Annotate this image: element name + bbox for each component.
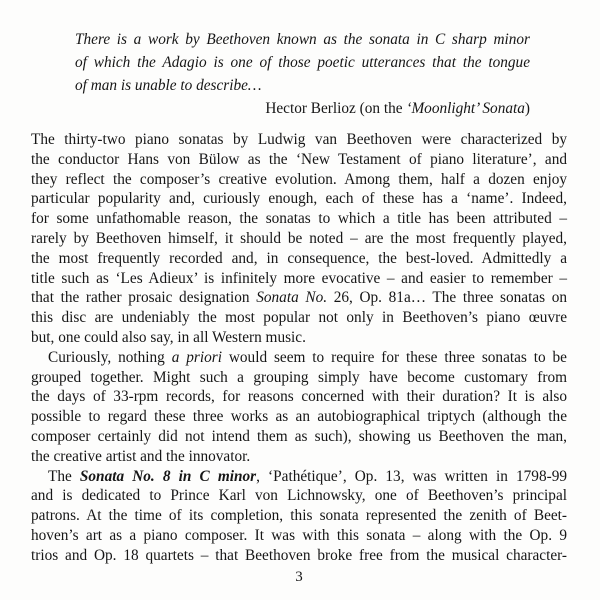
- text-line: [75, 74, 530, 97]
- text-segment: 26, Op. 81a… The three sonatas on: [327, 289, 568, 307]
- text-line: [31, 209, 567, 229]
- text-line: [31, 348, 567, 368]
- text-segment: Sonata No. 8 in C minor: [79, 467, 257, 485]
- quote-attribution: [75, 97, 530, 120]
- text-line: [31, 308, 567, 328]
- text-line: [31, 229, 567, 249]
- text-line: [31, 387, 567, 407]
- text-line: [31, 526, 567, 546]
- text-segment: There is a work by Beethoven known as the sonata in C sharp minor: [75, 31, 530, 48]
- text-segment: the creative artist and the innovator.: [31, 447, 251, 465]
- text-segment: of which the Adagio is one of those poetic utterances that the tongue: [75, 54, 530, 71]
- text-segment: of man is unable to describe…: [75, 77, 262, 94]
- text-segment: they reflect the composer’s creative evolution. Among them, half a dozen enjoy: [31, 170, 567, 188]
- text-segment: the most frequently recorded and, in consequence, the best-loved. Admittedly a: [31, 249, 567, 267]
- text-line: [31, 189, 567, 209]
- text-segment: hoven’s art as a piano composer. It was with this sonata – along with the Op. 9: [31, 526, 567, 544]
- text-line: [31, 328, 567, 348]
- text-segment: patrons. At the time of its completion, this sonata represented the zenith of Beet-: [31, 507, 567, 525]
- text-segment: this disc are undeniably the most popular not only in Beethoven’s piano œuvre: [31, 309, 567, 327]
- text-line: [31, 467, 567, 487]
- text-segment: title such as ‘Les Adieux’ is infinitely more evocative – and easier to remember –: [31, 269, 567, 287]
- text-segment: but, one could also say, in all Western music.: [31, 328, 306, 346]
- text-segment: rarely by Beethoven himself, it should be noted – are the most frequently played,: [31, 229, 567, 247]
- text-segment: composer certainly did not intend them as such), showing us Beethoven the man,: [31, 427, 567, 445]
- text-segment: for some unfathomable reason, the sonatas to which a title has been attributed –: [31, 210, 567, 228]
- epigraph-quote: [75, 28, 530, 97]
- text-segment: trios and Op. 18 quartets – that Beethoven broke free from the musical character-: [31, 546, 567, 564]
- text-line: [31, 546, 567, 566]
- text-segment: ): [524, 100, 530, 117]
- text-segment: and is dedicated to Prince Karl von Lichnowsky, one of Beethoven’s principal: [31, 487, 567, 505]
- text-line: [31, 506, 567, 526]
- text-line: [31, 130, 567, 150]
- text-segment: grouped together. Might such a grouping simply have become customary from: [31, 368, 567, 386]
- text-line: [31, 486, 567, 506]
- text-segment: particular popularity and, curiously enough, each of these has a ‘name’. Indeed,: [31, 190, 567, 208]
- text-line: [31, 269, 567, 289]
- page-number: 3: [295, 568, 303, 585]
- text-segment: The: [48, 467, 80, 485]
- text-segment: Sonata No.: [256, 289, 328, 307]
- text-segment: a priori: [171, 348, 222, 366]
- text-line: [31, 288, 567, 308]
- text-segment: the conductor Hans von Bülow as the ‘New Testament of piano literature’, and: [31, 150, 567, 168]
- text-segment: Hector Berlioz (on the: [265, 100, 407, 117]
- text-segment: possible to regard these three works as an autobiographical triptych (although the: [31, 408, 567, 426]
- text-line: [31, 368, 567, 388]
- text-line: [75, 28, 530, 51]
- text-line: [31, 407, 567, 427]
- text-segment: that the rather prosaic designation: [31, 289, 257, 307]
- text-segment: The thirty-two piano sonatas by Ludwig van Beethoven were characterized by: [31, 131, 567, 148]
- text-line: [31, 249, 567, 269]
- text-line: [31, 170, 567, 190]
- text-line: [31, 150, 567, 170]
- text-line: [75, 51, 530, 74]
- body-text: [31, 130, 567, 566]
- text-segment: ‘Moonlight’ Sonata: [406, 100, 525, 117]
- text-segment: the days of 33-rpm records, for reasons concerned with their duration? It is also: [31, 388, 567, 406]
- text-line: [31, 427, 567, 447]
- text-segment: Curiously, nothing: [48, 348, 172, 366]
- text-line: [31, 447, 567, 467]
- text-segment: would seem to require for these three sonatas to be: [221, 348, 567, 366]
- text-segment: , ‘Pathétique’, Op. 13, was written in 1798-99: [256, 467, 567, 485]
